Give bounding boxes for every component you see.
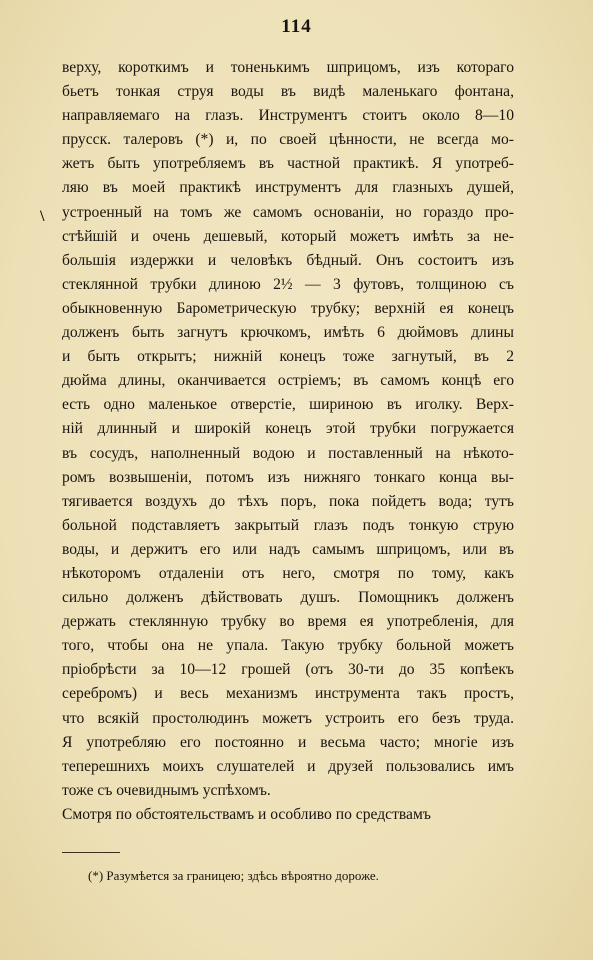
text-line: тягивается воздухъ до тѣхъ поръ, пока пойдетъ вода; тутъ — [62, 492, 514, 510]
body-text — [62, 56, 514, 827]
text-line: ромъ возвышенiи, потомъ изъ нижняго тонкаго конца вы- — [62, 468, 514, 486]
text-line: и быть открытъ; нижній конецъ тоже загнутый, въ 2 — [62, 348, 514, 366]
text-line: теперешнихъ моихъ слушателей и друзей пользовались имъ — [62, 757, 514, 775]
footnote-rule — [62, 852, 120, 853]
text-line: сильно долженъ дѣйствовать душъ. Помощникъ долженъ — [62, 589, 514, 607]
text-line: стѣйшій и очень дешевый, который можетъ имѣть за не- — [62, 227, 514, 245]
text-line: стеклянной трубки длиною 2½ — 3 футовъ, толщиною съ — [62, 275, 514, 293]
text-line: тоже съ очевиднымъ успѣхомъ. — [62, 781, 271, 799]
text-line: больной подставляетъ закрытый глазъ подъ тонкую струю — [62, 516, 514, 534]
text-line: нѣкоторомъ отдаленiи отъ него, смотря по тому, какъ — [62, 564, 514, 582]
text-line: того, чтобы она не упала. Такую трубку больной можетъ — [62, 637, 514, 655]
text-line: обыкновенную Барометрическую трубку; верхній ея конецъ — [62, 299, 514, 317]
text-line: Я употребляю его постоянно и весьма часто; многіе изъ — [62, 733, 514, 751]
text-line: ній длинный и широкій конецъ этой трубки погружается — [62, 420, 514, 438]
text-line: верху, короткимъ и тоненькимъ шприцомъ, изъ котораго — [62, 59, 514, 76]
text-line: воды, и держитъ его или надъ самымъ шприцомъ, или въ — [62, 540, 514, 558]
text-line: Смотря по обстоятельствамъ и особливо по средствамъ — [62, 805, 431, 823]
text-line: держать стеклянную трубку во время ея употребленія, для — [62, 613, 514, 631]
text-line: устроенный на томъ же самомъ основанiи, но гораздо про- — [62, 203, 514, 221]
text-line: дюйма длины, оканчивается остріемъ; въ самомъ концѣ его — [62, 372, 514, 390]
text-line: въ сосудъ, наполненный водою и поставленный на нѣкото- — [62, 444, 514, 462]
text-line: большія издержки и человѣкъ бѣдный. Онъ состоитъ изъ — [62, 251, 514, 269]
text-line: есть одно маленькое отверстіе, шириною въ иголку. Верх- — [62, 396, 514, 414]
text-line: прусск. талеровъ (*) и, по своей цѣнности, не всегда мо- — [62, 131, 514, 149]
text-line: что всякій простолюдинъ можетъ устроить его безъ труда. — [62, 709, 514, 727]
margin-mark: \ — [40, 208, 45, 225]
text-line: жетъ быть употребляемъ въ частной практикѣ. Я употреб- — [62, 155, 514, 173]
text-line: бьетъ тонкая струя воды въ видѣ маленькаго фонтана, — [62, 83, 514, 101]
page-number: 114 — [281, 16, 312, 37]
footnote: (*) Разумѣется за границею; здѣсь вѣроятно дороже. — [88, 868, 379, 883]
text-line: серебромъ) и весь механизмъ инструмента такъ простъ, — [62, 685, 514, 703]
text-line: долженъ быть загнутъ крючкомъ, имѣть 6 дюймовъ длины — [62, 324, 514, 342]
text-line: пріобрѣсти за 10—12 грошей (отъ 30-ти до 35 копѣекъ — [62, 661, 514, 679]
text-line: ляю въ моей практикѣ инструментъ для глазныхъ душей, — [62, 179, 514, 197]
text-line: направляемаго на глазъ. Инструментъ стоитъ около 8—10 — [62, 107, 514, 125]
